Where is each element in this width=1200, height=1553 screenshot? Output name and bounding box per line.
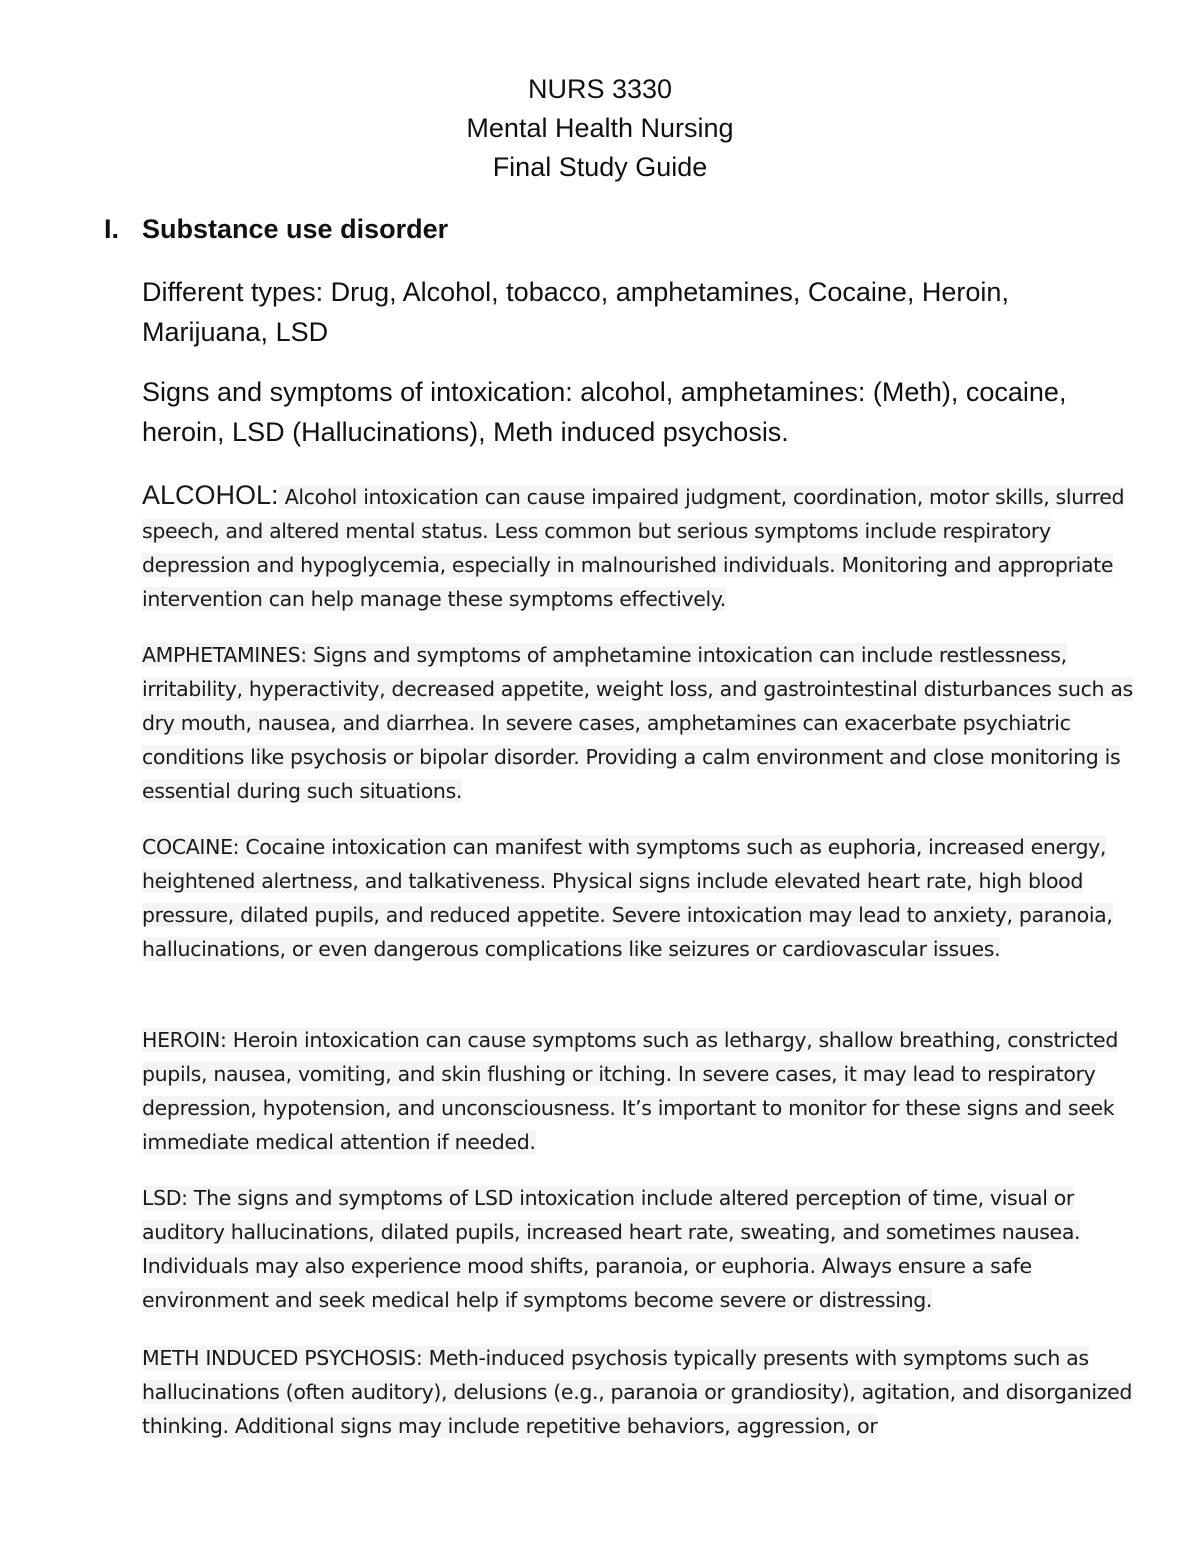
entry-label: LSD: [142,1186,188,1210]
entry-label: COCAINE: [142,835,240,859]
title-block [0,70,1200,187]
entry-text: Cocaine intoxication can manifest with symptoms such as euphoria, increased energy, heightened alertness, and talkativeness. Physical signs include elevated heart rate, high blood pressure, dilated pupils, and reduced appetite. Severe intoxication may lead to anxiety, paranoia, hallucinations, or even dangerous complications like seizures or cardiovascular issues. [142,835,1113,961]
section-heading [104,210,448,248]
document-title: Final Study Guide [492,152,708,182]
course-name: Mental Health Nursing [466,113,734,143]
entry-label: ALCOHOL: [142,480,279,510]
entry-text: Heroin intoxication can cause symptoms such as lethargy, shallow breathing, constricted pupils, nausea, vomiting, and skin flushing or itching. In severe cases, it may lead to respiratory depression, hypotension, and unconsciousness. It’s important to monitor for these signs and seek immediate medical attention if needed. [142,1028,1118,1154]
section-number: I. [104,214,120,244]
cocaine-entry [142,830,1142,966]
entry-text: The signs and symptoms of LSD intoxication include altered perception of time, visual or auditory hallucinations, dilated pupils, increased heart rate, sweating, and sometimes nausea. Individuals may also experience mood shifts, paranoia, or euphoria. Always ensure a safe environment and seek medical help if symptoms become severe or distressing. [142,1186,1081,1312]
course-code: NURS 3330 [527,74,673,104]
meth-psychosis-entry [142,1341,1142,1443]
substance-types-paragraph: Different types: Drug, Alcohol, tobacco, amphetamines, Cocaine, Heroin, Marijuana, LSD [142,277,1009,347]
section-title: Substance use disorder [142,214,449,244]
entry-label: HEROIN: [142,1028,227,1052]
entry-label: METH INDUCED PSYCHOSIS: [142,1346,423,1370]
entry-text: Alcohol intoxication can cause impaired judgment, coordination, motor skills, slurred speech, and altered mental status. Less common but serious symptoms include respiratory depression and hypoglycemia, especially in malnourished individuals. Monitoring and appropriate intervention can help manage these symptoms effectively. [142,485,1125,611]
entry-text: Signs and symptoms of amphetamine intoxication can include restlessness, irritability, hyperactivity, decreased appetite, weight loss, and gastrointestinal disturbances such as dry mouth, nausea, and diarrhea. In severe cases, amphetamines can exacerbate psychiatric conditions like psychosis or bipolar disorder. Providing a calm environment and close monitoring is essential during such situations. [142,643,1133,803]
lsd-entry [142,1181,1142,1317]
entry-text: Meth-induced psychosis typically presents with symptoms such as hallucinations (often auditory), delusions (e.g., paranoia or grandiosity), agitation, and disorganized thinking. Additional signs may include repetitive behaviors, aggression, or [142,1346,1133,1438]
heroin-entry [142,1023,1142,1159]
alcohol-entry [142,478,1142,616]
intoxication-signs-paragraph: Signs and symptoms of intoxication: alcohol, amphetamines: (Meth), cocaine, heroin, LSD (Hallucinations), Meth induced psychosis. [142,377,1067,447]
entry-label: AMPHETAMINES: [142,643,307,667]
amphetamines-entry [142,638,1142,808]
